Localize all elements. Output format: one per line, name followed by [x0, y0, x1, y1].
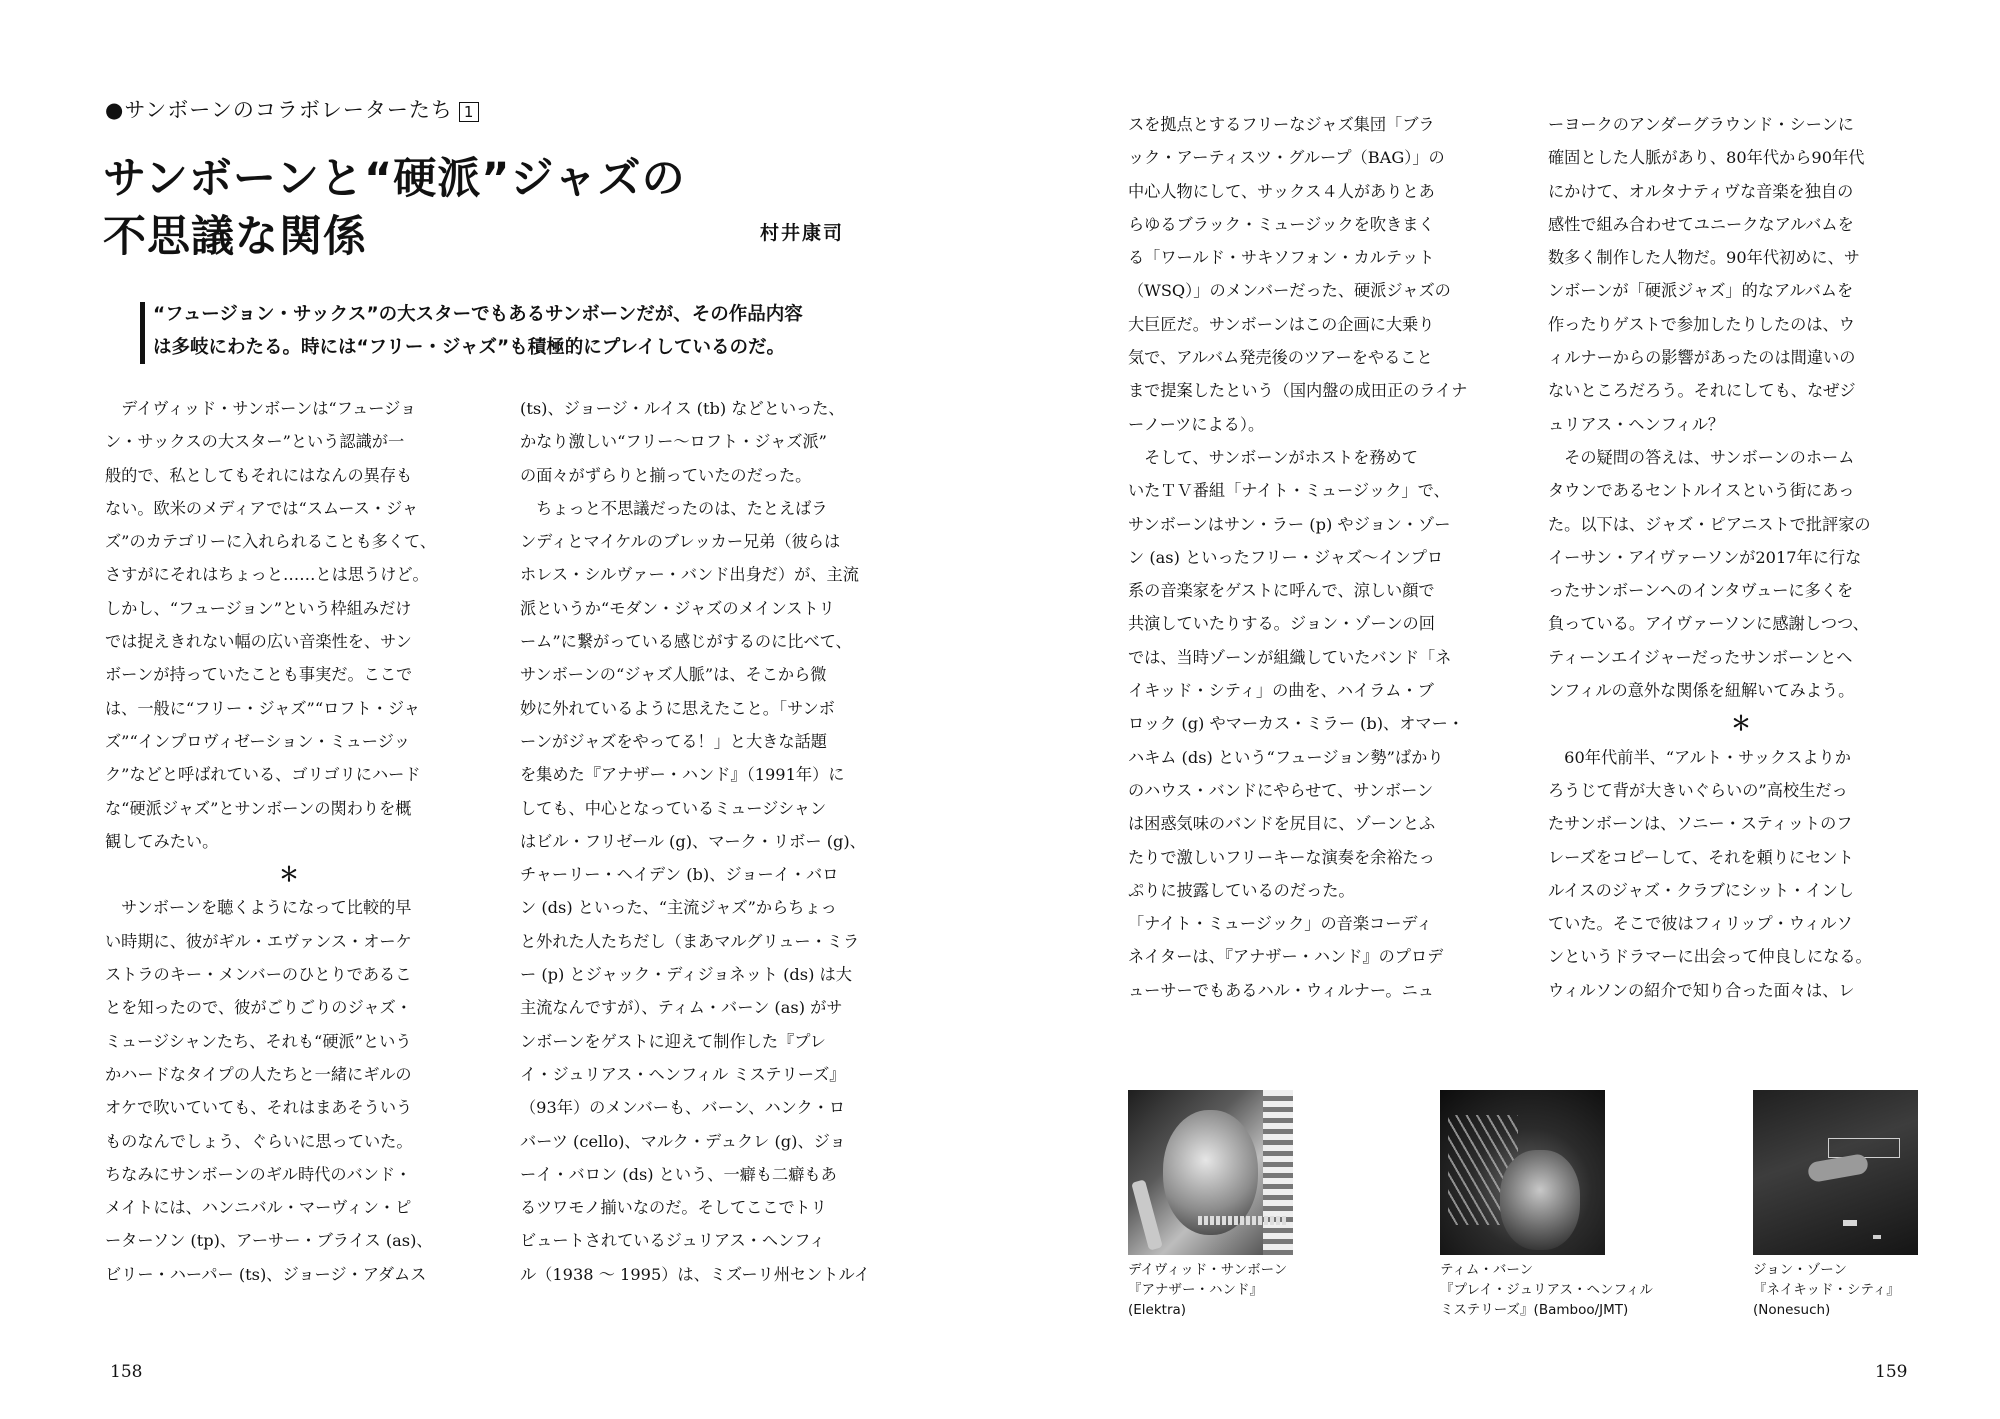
body-text-line: デイヴィッド・サンボーンは“フュージョ: [105, 399, 417, 418]
body-text-line: のハウス・バンドにやらせて、サンボーン: [1128, 780, 1434, 800]
album-cover-play-julius-hemphill: [1440, 1090, 1605, 1255]
body-text-line: チャーリー・ヘイデン (b)、ジョーイ・バロ: [520, 865, 839, 885]
section-asterisk: ＊: [279, 862, 299, 887]
body-text-line: 作ったりゲストで参加したりしたのは、ウ: [1548, 314, 1855, 334]
figure-on-ground: [1807, 1153, 1870, 1183]
body-text-line: ハキム (ds) という“フュージョン勢”ばかり: [1128, 747, 1444, 767]
body-text-line: いたＴＶ番組「ナイト・ミュージック」で、: [1128, 481, 1450, 501]
body-text-line: では、当時ゾーンが組織していたバンド「ネ: [1128, 647, 1452, 667]
body-text-line: ル（1938 〜 1995）は、ミズーリ州セントルイ: [520, 1264, 871, 1284]
body-text-line: かなり激しい“フリー〜ロフト・ジャズ派”: [520, 432, 827, 452]
caption-artist: ジョン・ゾーン: [1753, 1262, 1847, 1278]
body-text-line: ネイターは、『アナザー・ハンド』のプロデ: [1128, 947, 1444, 967]
body-text-line: しかし、“フュージョン”という枠組みだけ: [105, 598, 412, 618]
body-text-line: ズ”“インプロヴィゼーション・ミュージッ: [105, 731, 411, 751]
body-text-line: ロック (g) やマーカス・ミラー (b)、オマー・: [1128, 714, 1464, 734]
body-text-line: ビュートされているジュリアス・ヘンフィ: [520, 1231, 826, 1251]
author-name: 村井康司: [760, 222, 845, 244]
body-text-line: ちょっと不思議だったのは、たとえばラ: [520, 498, 828, 518]
body-text-line: るツワモノ揃いなのだ。そしてここでトリ: [520, 1198, 827, 1218]
body-text-line: オケで吹いていても、それはまあそういう: [105, 1098, 413, 1118]
body-text-line: イ・ジュリアス・ヘンフィル ミステリーズ』: [520, 1064, 846, 1084]
body-text-line: 「ナイト・ミュージック」の音楽コーディ: [1128, 914, 1433, 934]
body-text-line: ストラのキー・メンバーのひとりであるこ: [105, 965, 412, 985]
body-text-line: ぷりに披露しているのだった。: [1128, 880, 1355, 900]
body-text-line: 共演していたりする。ジョン・ゾーンの回: [1128, 614, 1435, 634]
body-text-line: ンディとマイケルのブレッカー兄弟（彼らは: [520, 532, 841, 552]
body-text-line: サンボーンの“ジャズ人脈”は、そこから微: [520, 665, 827, 685]
body-text-line: ュリアス・ヘンフィル？: [1548, 414, 1725, 434]
body-text-line: ン・サックスの大スター”という認識が一: [105, 432, 405, 452]
caption-label: (Nonesuch): [1753, 1302, 1831, 1318]
saxophone-shape: [1131, 1179, 1163, 1250]
body-text-line: ーイ・バロン (ds) という、一癖も二癖もあ: [520, 1164, 837, 1184]
body-text-line: ていた。そこで彼はフィリップ・ウィルソ: [1548, 914, 1853, 934]
body-text-line: サンボーンはサン・ラー (p) やジョン・ゾー: [1128, 514, 1451, 534]
album-caption-1: [1128, 1260, 1287, 1320]
body-text-line: ものなんでしょう、ぐらいに思っていた。: [105, 1131, 413, 1151]
body-column-1: [105, 392, 473, 1291]
page-number-left: 158: [110, 1362, 143, 1382]
body-text-line: ック・アーティスツ・グループ（BAG）」の: [1128, 148, 1445, 168]
body-text-line: （WSQ）」のメンバーだった、硬派ジャズの: [1128, 281, 1451, 301]
body-text-line: さすがにそれはちょっと……とは思うけど。: [105, 565, 429, 585]
caption-label: (Elektra): [1128, 1302, 1187, 1318]
body-text-line: まで提案したという（国内盤の成田正のライナ: [1128, 381, 1468, 401]
album-cover-another-hand: [1128, 1090, 1293, 1255]
body-text-line: タウンであるセントルイスという街にあっ: [1548, 481, 1855, 501]
series-number-box: 1: [459, 102, 480, 122]
body-text-line: ったサンボーンへのインタヴューに多くを: [1548, 581, 1854, 601]
lead-paragraph: [153, 298, 893, 364]
body-text-line: ン (as) といったフリー・ジャズ〜インプロ: [1128, 547, 1444, 567]
body-text-line: にかけて、オルタナティヴな音楽を独自の: [1548, 181, 1854, 201]
body-text-line: ューサーでもあるハル・ウィルナー。ニュ: [1128, 980, 1434, 1000]
body-text-line: ンボーンをゲストに迎えて制作した『プレ: [520, 1031, 826, 1051]
body-text-line: 観してみたい。: [105, 831, 219, 851]
series-label: [105, 94, 479, 124]
body-text-line: はビル・フリゼール (g)、マーク・リボー (g)、: [520, 831, 866, 851]
body-text-line: い時期に、彼がギル・エヴァンス・オーケ: [105, 931, 412, 951]
body-text-line: ーンがジャズをやってる！」と大きな話題: [520, 731, 827, 751]
body-text-line: 般的で、私としてもそれにはなんの異存も: [105, 465, 413, 485]
body-text-line: ンフィルの意外な関係を紐解いてみよう。: [1548, 681, 1855, 701]
body-text-line: かハードなタイプの人たちと一緒にギルの: [105, 1064, 412, 1084]
body-text-line: バーツ (cello)、マルク・デュクレ (g)、ジョ: [520, 1131, 846, 1151]
body-text-line: を集めた『アナザー・ハンド』（1991年）に: [520, 765, 845, 785]
body-column-4: [1548, 108, 1934, 1007]
body-text-line: の面々がずらりと揃っていたのだった。: [520, 465, 812, 485]
body-text-line: しても、中心となっているミュージシャン: [520, 798, 827, 818]
body-text-line: ーヨークのアンダーグラウンド・シーンに: [1548, 115, 1854, 134]
body-text-line: ろうじて背が大きいぐらいの”高校生だっ: [1548, 780, 1848, 800]
body-text-line: ー (p) とジャック・ディジョネット (ds) は大: [520, 965, 852, 985]
body-text-line: ない。欧米のメディアでは“スムース・ジャ: [105, 498, 419, 518]
body-text-line: な“硬派ジャズ”とサンボーンの関わりを概: [105, 798, 412, 818]
body-text-line: （93年）のメンバーも、バーン、ハンク・ロ: [520, 1098, 846, 1118]
cover-title-mark: [1198, 1216, 1288, 1225]
title-line-2: 不思議な関係: [103, 212, 367, 262]
body-text-line: ーターソン (tp)、アーサー・ブライス (as)、: [105, 1231, 433, 1251]
body-text-line: ティーンエイジャーだったサンボーンとヘ: [1548, 647, 1853, 667]
body-text-line: ボーンが持っていたことも事実だ。ここで: [105, 665, 413, 685]
body-text-line: 派というか“モダン・ジャズのメインストリ: [520, 598, 835, 618]
body-text-line: サンボーンを聴くようになって比較的早: [105, 898, 412, 918]
body-text-line: ウィルソンの紹介で知り合った面々は、レ: [1548, 980, 1855, 1000]
body-text-line: は、一般に“フリー・ジャズ”“ロフト・ジャ: [105, 698, 420, 718]
body-text-line: ズ”のカテゴリーに入れられることも多くて、: [105, 532, 437, 552]
body-text-line: たサンボーンは、ソニー・スティットのフ: [1548, 814, 1853, 834]
cover-strip: [1263, 1090, 1293, 1255]
body-text-line: ク”などと呼ばれている、ゴリゴリにハード: [105, 765, 421, 785]
body-text-line: 中心人物にして、サックス４人がありとあ: [1128, 181, 1435, 201]
body-text-line: ィルナーからの影響があったのは間違いの: [1548, 348, 1856, 368]
album-cover-naked-city: [1753, 1090, 1918, 1255]
body-text-line: 気で、アルバム発売後のツアーをやること: [1128, 348, 1433, 368]
body-text-line: メイトには、ハンニバル・マーヴィン・ピ: [105, 1198, 412, 1218]
body-text-line: とを知ったので、彼がごりごりのジャズ・: [105, 998, 412, 1018]
body-text-line: ホレス・シルヴァー・バンド出身だ）が、主流: [520, 565, 859, 585]
series-label-text: ●サンボーンのコラボレーターたち: [105, 98, 453, 122]
body-text-line: は困惑気味のバンドを尻目に、ゾーンとふ: [1128, 814, 1436, 834]
body-text-line: 主流なんですが）、ティム・バーン (as) がサ: [520, 998, 843, 1018]
body-text-line: る「ワールド・サキソフォン・カルテット: [1128, 248, 1435, 268]
body-text-line: 60年代前半、“アルト・サックスよりか: [1548, 747, 1851, 767]
lead-line-1: “フュージョン・サックス”の大スターでもあるサンボーンだが、その作品内容: [153, 304, 803, 325]
body-text-line: たりで激しいフリーキーな演奏を余裕たっ: [1128, 847, 1435, 867]
body-text-line: イキッド・シティ」の曲を、ハイラム・ブ: [1128, 681, 1434, 701]
body-column-3: [1128, 108, 1514, 1007]
body-text-line: た。以下は、ジャズ・ピアニストで批評家の: [1548, 514, 1871, 534]
caption-title: 『ネイキッド・シティ』: [1753, 1282, 1900, 1298]
body-column-2: [520, 392, 888, 1291]
caption-artist: デイヴィッド・サンボーン: [1128, 1262, 1288, 1278]
caption-artist: ティム・バーン: [1440, 1262, 1534, 1278]
album-caption-3: [1753, 1260, 1900, 1320]
page-number-right: 159: [1875, 1362, 1908, 1382]
caption-label: ミステリーズ』(Bamboo/JMT): [1440, 1302, 1629, 1318]
body-text-line: ーム”に繋がっている感じがするのに比べて、: [520, 632, 852, 652]
title-line-1: サンボーンと“硬派”ジャズの: [103, 154, 686, 204]
caption-title: 『プレイ・ジュリアス・ヘンフィル: [1440, 1282, 1653, 1298]
body-text-line: ンというドラマーに出会って仲良しになる。: [1548, 947, 1872, 967]
body-text-line: 系の音楽家をゲストに呼んで、涼しい顔で: [1128, 581, 1435, 601]
album-caption-2: [1440, 1260, 1653, 1320]
body-text-line: ン (ds) といった、“主流ジャズ”からちょっ: [520, 898, 837, 918]
body-text-line: 感性で組み合わせてユニークなアルバムを: [1548, 214, 1854, 234]
lead-bar: [140, 302, 145, 364]
portrait-head: [1500, 1150, 1580, 1250]
body-text-line: らゆるブラック・ミュージックを吹きまく: [1128, 214, 1435, 234]
body-text-line: イーサン・アイヴァーソンが2017年に行な: [1548, 547, 1862, 567]
body-text-line: ないところだろう。それにしても、なぜジ: [1548, 381, 1856, 401]
body-text-line: ミュージシャンたち、それも“硬派”という: [105, 1031, 412, 1051]
body-text-line: そして、サンボーンがホストを務めて: [1128, 447, 1418, 467]
right-page: [1000, 0, 2000, 1419]
body-text-line: スを拠点とするフリーなジャズ集団「ブラ: [1128, 115, 1435, 134]
body-text-line: 確固とした人脈があり、80年代から90年代: [1548, 148, 1865, 168]
article-title: [103, 150, 686, 266]
body-text-line: その疑問の答えは、サンボーンのホーム: [1548, 447, 1855, 467]
body-text-line: ちなみにサンボーンのギル時代のバンド・: [105, 1164, 412, 1184]
body-text-line: では捉えきれない幅の広い音楽性を、サン: [105, 632, 412, 652]
section-asterisk: ＊: [1731, 711, 1751, 736]
body-text-line: と外れた人たちだし（まあマルグリュー・ミラ: [520, 931, 860, 951]
body-text-line: 妙に外れているように思えたこと。「サンボ: [520, 698, 835, 718]
body-text-line: (ts)、ジョージ・ルイス (tb) などといった、: [520, 399, 845, 418]
body-text-line: レーズをコピーして、それを頼りにセント: [1548, 847, 1854, 867]
caption-title: 『アナザー・ハンド』: [1128, 1282, 1263, 1298]
body-text-line: ビリー・ハーパー (ts)、ジョージ・アダムス: [105, 1264, 427, 1284]
debris-mark: [1843, 1220, 1857, 1226]
naked-city-logo-mark: [1828, 1138, 1900, 1158]
body-text-line: 数多く制作した人物だ。90年代初めに、サ: [1548, 248, 1860, 268]
body-text-line: ルイスのジャズ・クラブにシット・インし: [1548, 880, 1854, 900]
lead-line-2: は多岐にわたる。時には“フリー・ジャズ”も積極的にプレイしているのだ。: [153, 337, 786, 358]
body-text-line: 負っている。アイヴァーソンに感謝しつつ、: [1548, 614, 1869, 634]
debris-mark: [1873, 1235, 1881, 1239]
body-text-line: 大巨匠だ。サンボーンはこの企画に大乗り: [1128, 314, 1435, 334]
body-text-line: ンボーンが「硬派ジャズ」的なアルバムを: [1548, 281, 1854, 301]
body-text-line: ーノーツによる）。: [1128, 414, 1265, 434]
